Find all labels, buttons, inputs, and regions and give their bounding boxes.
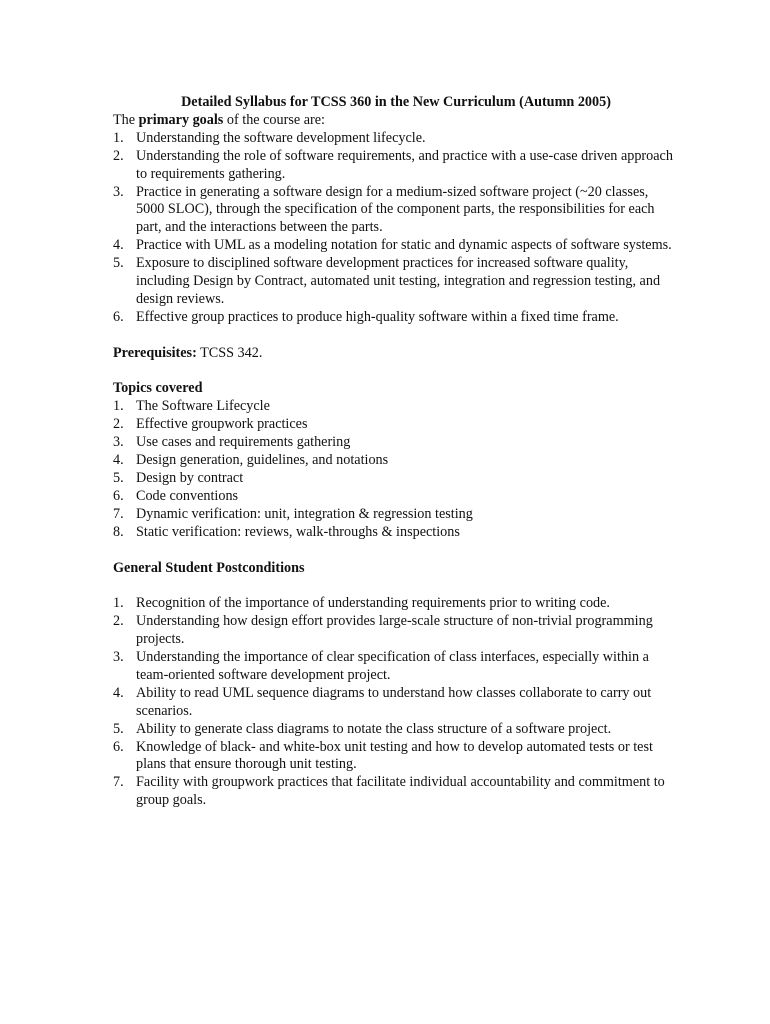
postcondition-item: [113, 613, 673, 649]
topic-text: Dynamic verification: unit, integration & regression testing: [136, 505, 473, 522]
topic-number: 6.: [113, 487, 124, 504]
postcondition-item: [113, 685, 673, 721]
postcondition-text: Understanding the importance of clear specification of class interfaces, especially within a team-oriented software development project.: [136, 649, 649, 683]
topic-item: [113, 398, 673, 416]
prerequisites-label: Prerequisites:: [113, 344, 197, 361]
topics-heading: [113, 380, 673, 398]
topics-heading-text: Topics covered: [113, 380, 203, 397]
goal-number: 5.: [113, 255, 124, 272]
postcondition-number: 6.: [113, 738, 124, 755]
postcondition-text: Recognition of the importance of understanding requirements prior to writing code.: [136, 595, 610, 612]
document-title: Detailed Syllabus for TCSS 360 in the New Curriculum (Autumn 2005): [181, 94, 611, 110]
postconditions-heading-text: General Student Postconditions: [113, 559, 305, 576]
topic-item: [113, 452, 673, 470]
goal-text: Exposure to disciplined software development practices for increased software quality, including Design by Contract, automated unit testing, integration and regression testing, and design reviews.: [136, 255, 661, 307]
postcondition-text: Knowledge of black- and white-box unit testing and how to develop automated tests or test plans that ensure thorough unit testing.: [136, 738, 653, 773]
topic-text: Code conventions: [136, 487, 239, 504]
topic-text: Design generation, guidelines, and notations: [136, 452, 389, 469]
postcondition-item: [113, 774, 673, 810]
postcondition-text: Facility with groupwork practices that facilitate individual accountability and commitment to group goals.: [136, 774, 665, 809]
topic-number: 5.: [113, 470, 124, 486]
spacer: [113, 327, 673, 345]
topic-number: 2.: [113, 416, 124, 433]
topic-text: Static verification: reviews, walk-throughs & inspections: [136, 523, 460, 540]
goal-text: Understanding the software development lifecycle.: [136, 129, 426, 146]
topic-text: Design by contract: [136, 470, 244, 486]
prerequisites-value: TCSS 342.: [196, 344, 263, 361]
goal-number: 6.: [113, 308, 124, 325]
topic-item: [113, 488, 673, 506]
goal-item: [113, 309, 673, 327]
goal-number: 3.: [113, 183, 124, 200]
goal-item: [113, 255, 673, 309]
postcondition-text: Ability to read UML sequence diagrams to understand how classes collaborate to carry out scenarios.: [136, 684, 652, 719]
postcondition-item: [113, 739, 673, 775]
goals-intro-bold: primary goals: [138, 111, 224, 128]
goals-intro: [113, 112, 673, 130]
goals-intro-suffix: of the course are:: [223, 111, 325, 128]
goals-list: [113, 130, 673, 327]
topic-number: 1.: [113, 398, 124, 415]
goal-item: [113, 237, 673, 255]
topic-number: 4.: [113, 452, 124, 469]
goals-intro-prefix: The: [113, 111, 139, 128]
topic-number: 3.: [113, 434, 124, 451]
postcondition-number: 3.: [113, 649, 124, 666]
topic-number: 8.: [113, 523, 124, 540]
goal-item: [113, 130, 673, 148]
goal-number: 4.: [113, 237, 124, 254]
postcondition-number: 1.: [113, 595, 124, 612]
postcondition-number: 5.: [113, 720, 124, 737]
topic-item: [113, 434, 673, 452]
topic-text: The Software Lifecycle: [136, 398, 270, 415]
postcondition-number: 4.: [113, 684, 124, 701]
goal-text: Practice in generating a software design for a medium-sized software project (~20 classes, 5000 SLOC), through the specification of the component parts, the responsibilities for each part, and the interactions between the parts.: [136, 183, 655, 236]
postcondition-number: 7.: [113, 774, 124, 791]
postconditions-heading: [113, 560, 673, 578]
postcondition-number: 2.: [113, 613, 124, 630]
goal-item: [113, 148, 673, 184]
spacer: [113, 363, 673, 381]
prerequisites: [113, 345, 673, 363]
topic-text: Use cases and requirements gathering: [136, 434, 351, 451]
spacer: [113, 577, 673, 595]
postcondition-text: Ability to generate class diagrams to notate the class structure of a software project.: [136, 720, 612, 737]
topic-text: Effective groupwork practices: [136, 416, 308, 433]
goal-item: [113, 184, 673, 238]
goal-text: Effective group practices to produce high-quality software within a fixed time frame.: [136, 308, 619, 325]
topic-number: 7.: [113, 505, 124, 522]
topics-list: [113, 398, 673, 541]
syllabus-page: [113, 94, 673, 810]
goal-number: 1.: [113, 129, 124, 146]
postcondition-item: [113, 721, 673, 739]
goal-text: Understanding the role of software requirements, and practice with a use-case driven approach to requirements gathering.: [136, 147, 673, 182]
goal-number: 2.: [113, 147, 124, 164]
spacer: [113, 542, 673, 560]
topic-item: [113, 506, 673, 524]
postconditions-list: [113, 595, 673, 810]
postcondition-item: [113, 595, 673, 613]
goal-text: Practice with UML as a modeling notation for static and dynamic aspects of software systems.: [136, 237, 672, 254]
topic-item: [113, 524, 673, 542]
postcondition-item: [113, 649, 673, 685]
topic-item: [113, 416, 673, 434]
postcondition-text: Understanding how design effort provides large-scale structure of non-trivial programming projects.: [136, 613, 653, 648]
topic-item: [113, 470, 673, 488]
